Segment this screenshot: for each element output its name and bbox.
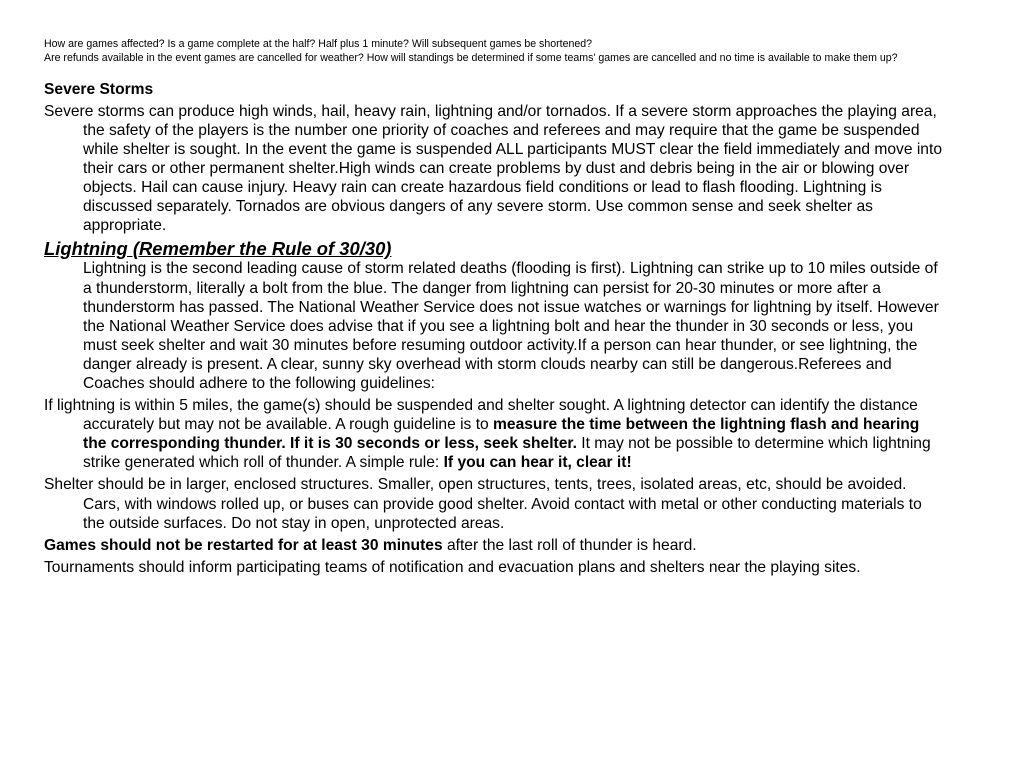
- question-refunds: Are refunds available in the event games are cancelled for weather? How will standings be determined if some teams' games are cancelled and no time is available to make them up?: [44, 51, 898, 64]
- heading-lightning: Lightning (Remember the Rule of 30/30): [44, 238, 392, 260]
- paragraph-tournaments: Tournaments should inform participating teams of notification and evacuation plans and shelters near the playing sites.: [44, 558, 861, 576]
- emphasis-measure-time: measure the time between the lightning flash and hearing the corresponding thunder. If it is 30 seconds or less, seek shelter.: [83, 416, 920, 453]
- question-games-affected: How are games affected? Is a game complete at the half? Half plus 1 minute? Will subsequent games be shortened?: [44, 38, 593, 50]
- emphasis-hear-it-clear-it: If you can hear it, clear it!: [443, 454, 632, 472]
- slide-content: [44, 38, 944, 580]
- text-segment: after the last roll of thunder is heard.: [442, 536, 697, 554]
- text-segment: If lightning is within 5 miles, the game(s) should be suspended and shelter sought. A lightning detector can identify the distance accurately but may not be available. A rough guideline is to: [44, 397, 918, 434]
- emphasis-restart: Games should not be restarted for at least 30 minutes: [44, 536, 443, 554]
- text-segment: It may not be possible to determine which lightning strike generated which roll of thunder. A simple rule:: [83, 435, 931, 472]
- paragraph-lightning-within-5-miles: [44, 396, 944, 472]
- paragraph-lightning: Lightning is the second leading cause of storm related deaths (flooding is first). Lightning can strike up to 10 miles outside of a thunderstorm, literally a bolt from the blue. The danger from lightning can persist for 20-30 minutes or more after a thunderstorm has passed. The National Weather Service does not issue watches or warnings for lightning by itself. However the National Weather Service does advise that if you see a lightning bolt and hear the thunder in 30 seconds or less, you must seek shelter and wait 30 minutes before resuming outdoor activity.If a person can hear thunder, or see lightning, the danger already is present. A clear, sunny sky overhead with storm clouds nearby can still be dangerous.Referees and Coaches should adhere to the following guidelines:: [83, 260, 939, 392]
- paragraph-severe-storms: Severe storms can produce high winds, hail, heavy rain, lightning and/or tornados. If a severe storm approaches the playing area, the safety of the players is the number one priority of coaches and referees and may require that the game be suspended while shelter is sought. In the event the game is suspended ALL participants MUST clear the field immediately and move into their cars or other permanent shelter.High winds can create problems by dust and debris being in the air or blowing over objects. Hail can cause injury. Heavy rain can create hazardous field conditions or lead to flash flooding. Lightning is discussed separately. Tornados are obvious dangers of any severe storm. Use common sense and seek shelter as appropriate.: [44, 102, 942, 235]
- paragraph-shelter: Shelter should be in larger, enclosed structures. Smaller, open structures, tents, trees, isolated areas, etc, should be avoided. Cars, with windows rolled up, or buses can provide good shelter. Avoid contact with metal or other conducting materials to the outside surfaces. Do not stay in open, unprotected areas.: [44, 476, 922, 532]
- heading-severe-storms: Severe Storms: [44, 80, 154, 98]
- paragraph-restart: [44, 536, 944, 555]
